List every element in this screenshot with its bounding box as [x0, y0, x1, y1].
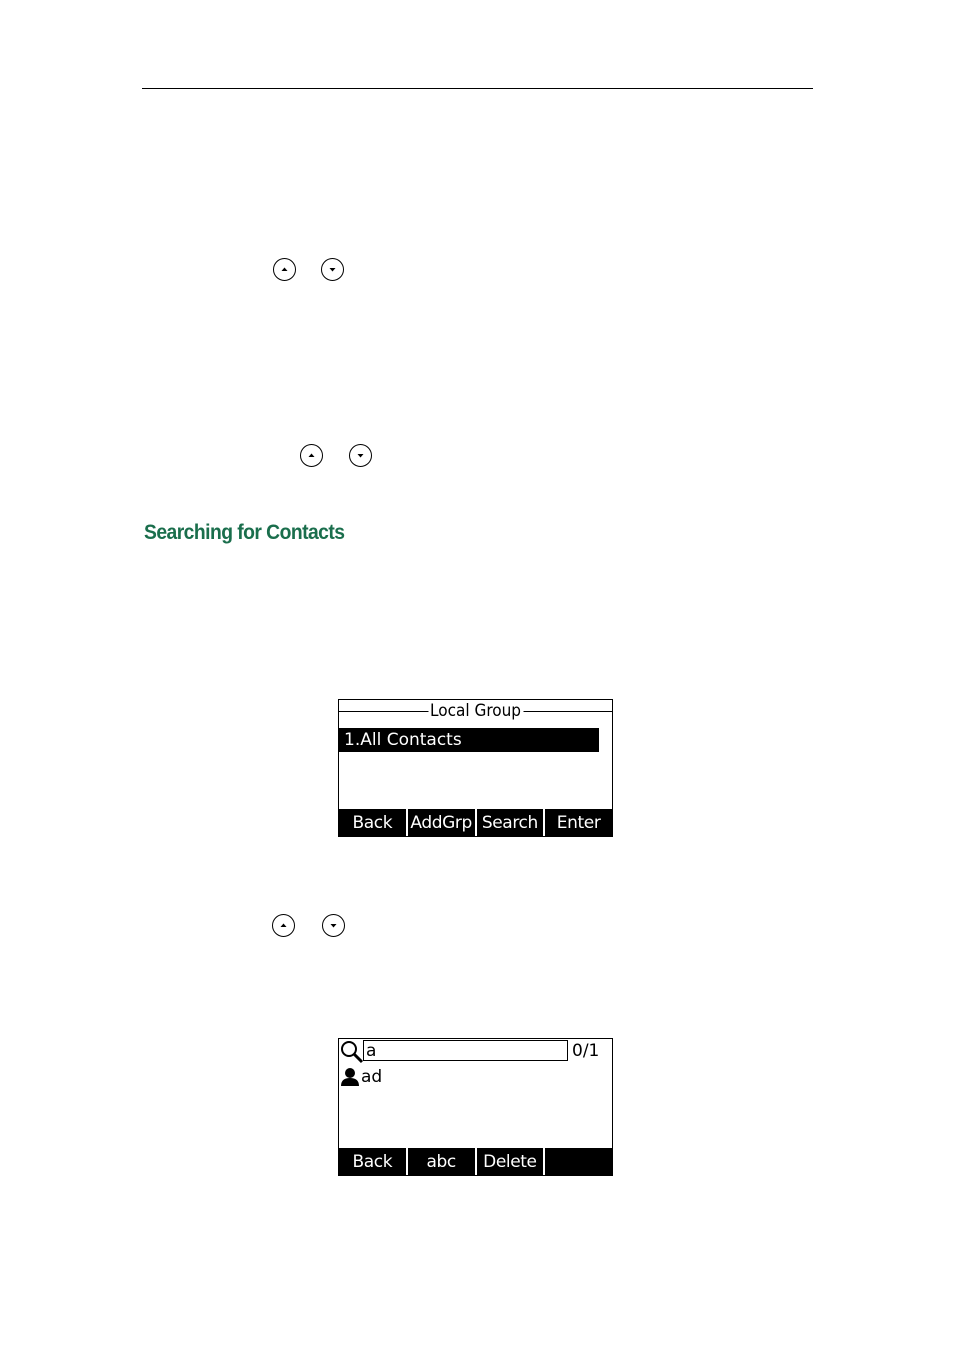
delete-softkey[interactable]: Delete: [477, 1148, 546, 1175]
softkey-bar: [339, 809, 612, 836]
back-softkey[interactable]: Back: [339, 1148, 408, 1175]
search-input[interactable]: a: [363, 1040, 568, 1061]
phone-screen-local-group: [338, 699, 613, 837]
input-mode-softkey[interactable]: abc: [408, 1148, 477, 1175]
down-arrow-icon: [322, 914, 345, 937]
enter-softkey[interactable]: Enter: [556, 813, 601, 833]
down-arrow-icon: [321, 258, 344, 281]
softkey-bar: [339, 1148, 612, 1175]
screen-title: Local Group: [430, 701, 521, 721]
header-rule: [142, 88, 813, 89]
empty-softkey: [545, 1148, 612, 1175]
up-arrow-icon: [273, 258, 296, 281]
down-arrow-icon: [349, 444, 372, 467]
list-item-selected[interactable]: 1.All Contacts: [339, 728, 599, 752]
contact-list-item[interactable]: ad: [361, 1067, 383, 1087]
phone-screen-search: [338, 1038, 613, 1176]
result-count: 0/1: [572, 1041, 600, 1061]
up-arrow-icon: [272, 914, 295, 937]
add-group-softkey[interactable]: AddGrp: [408, 809, 477, 836]
search-softkey[interactable]: Search: [477, 809, 546, 836]
back-softkey[interactable]: Back: [339, 809, 408, 836]
section-heading: Searching for Contacts: [144, 521, 345, 544]
up-arrow-icon: [300, 444, 323, 467]
contact-icon: [340, 1067, 360, 1092]
